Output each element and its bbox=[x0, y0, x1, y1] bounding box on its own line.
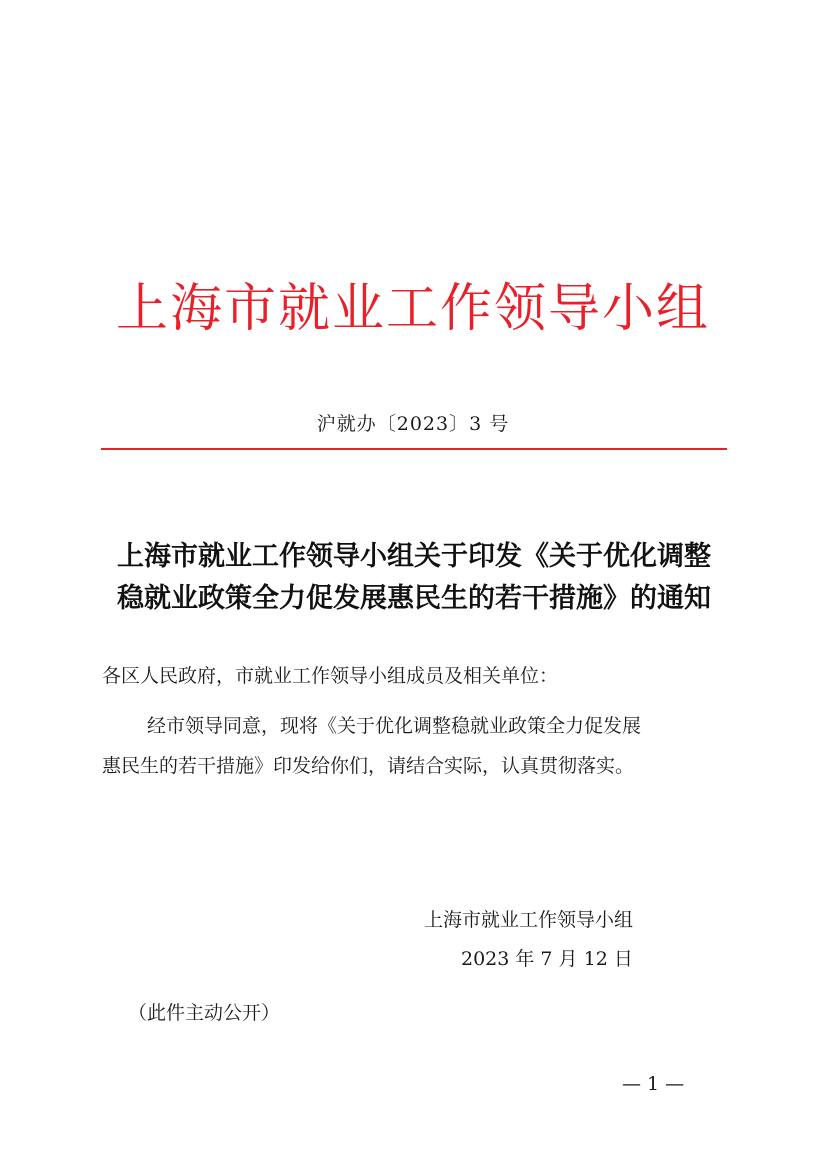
document-title bbox=[96, 536, 732, 620]
page-number: — 1 — bbox=[622, 1073, 685, 1095]
signature-date: 2023 年 7 月 12 日 bbox=[461, 948, 633, 970]
issuing-org-header: 上海市就业工作领导小组 bbox=[115, 279, 710, 339]
body-line-2: 惠民生的若干措施》印发给你们，请结合实际，认真贯彻落实。 bbox=[102, 755, 635, 777]
document-number: 沪就办〔2023〕3 号 bbox=[316, 413, 510, 435]
body-paragraph bbox=[102, 706, 728, 786]
salutation: 各区人民政府，市就业工作领导小组成员及相关单位： bbox=[102, 665, 559, 687]
disclosure-note: （此件主动公开） bbox=[128, 1002, 281, 1024]
red-divider-rule bbox=[101, 448, 727, 450]
signature-organization: 上海市就业工作领导小组 bbox=[424, 909, 634, 931]
title-line-2: 稳就业政策全力促发展惠民生的若干措施》的通知 bbox=[117, 583, 711, 614]
title-line-1: 上海市就业工作领导小组关于印发《关于优化调整 bbox=[117, 541, 711, 572]
body-line-1: 经市领导同意，现将《关于优化调整稳就业政策全力促发展 bbox=[147, 715, 642, 737]
